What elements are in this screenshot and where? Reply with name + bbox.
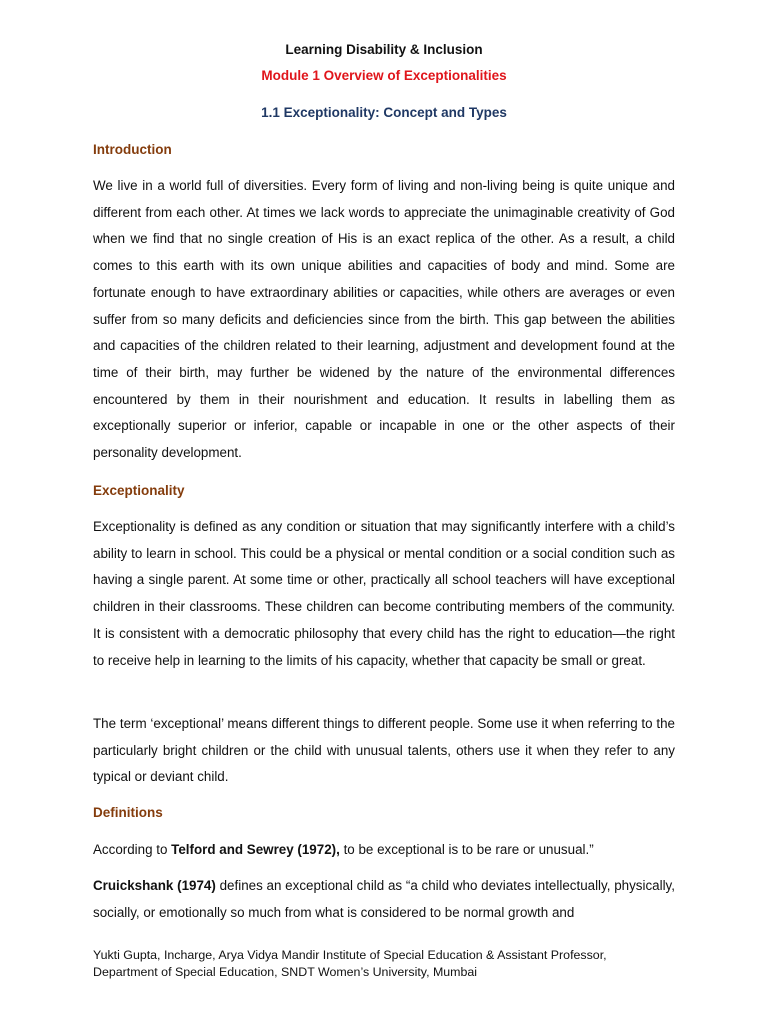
heading-definitions: Definitions xyxy=(93,805,163,820)
paragraph-exceptionality-1: Exceptionality is defined as any condition or situation that may significantly interfere with a child’s ability to learn in school. This could be a physical or mental condition or a social condition such as having a single parent. At some time or other, practically all school teachers will have exceptional children in their classrooms. These children can become contributing members of the community. It is consistent with a democratic philosophy that every child has the right to education—the right to receive help in learning to the limits of his capacity, whether that capacity be small or great. xyxy=(93,519,675,668)
heading-introduction: Introduction xyxy=(93,142,172,157)
definition-author-telford: Telford and Sewrey (1972), xyxy=(171,842,340,857)
document-title: Learning Disability & Inclusion xyxy=(285,42,483,57)
footer-line-2: Department of Special Education, SNDT Women’s University, Mumbai xyxy=(93,964,478,979)
definition-text-telford: to be exceptional is to be rare or unusual.” xyxy=(339,842,594,857)
definition-text-cruickshank: defines an exceptional child as “a child who deviates intellectually, physically, socially, or emotionally so much from what is considered to be normal growth and xyxy=(93,878,675,920)
section-title: 1.1 Exceptionality: Concept and Types xyxy=(261,105,507,120)
paragraph-definition-cruickshank xyxy=(93,873,675,926)
definition-author-cruickshank: Cruickshank (1974) xyxy=(93,878,216,893)
heading-exceptionality: Exceptionality xyxy=(93,483,185,498)
paragraph-introduction: We live in a world full of diversities. Every form of living and non-living being is quite unique and different from each other. At times we lack words to appreciate the unimaginable creativity of God when we find that no single creation of His is an exact replica of the other. As a result, a child comes to this earth with its own unique abilities and capacities of body and mind. Some are fortunate enough to have extraordinary abilities or capacities, while others are averages or even suffer from so many deficits and deficiencies since from the birth. This gap between the abilities and capacities of the children related to their learning, adjustment and development found at the time of their birth, may further be widened by the nature of the environmental differences encountered by them in their nourishment and education. It results in labelling them as exceptionally superior or inferior, capable or incapable in one or the other aspects of their personality development. xyxy=(93,178,675,461)
paragraph-definition-telford xyxy=(93,837,675,864)
definition-prefix: According to xyxy=(93,842,172,857)
module-title: Module 1 Overview of Exceptionalities xyxy=(261,68,507,83)
page-footer xyxy=(93,947,693,980)
paragraph-exceptionality-2: The term ‘exceptional’ means different things to different people. Some use it when referring to the particularly bright children or the child with unusual talents, others use it when they refer to any typical or deviant child. xyxy=(93,716,675,785)
footer-line-1: Yukti Gupta, Incharge, Arya Vidya Mandir Institute of Special Education & Assistant Professor, xyxy=(93,948,607,962)
